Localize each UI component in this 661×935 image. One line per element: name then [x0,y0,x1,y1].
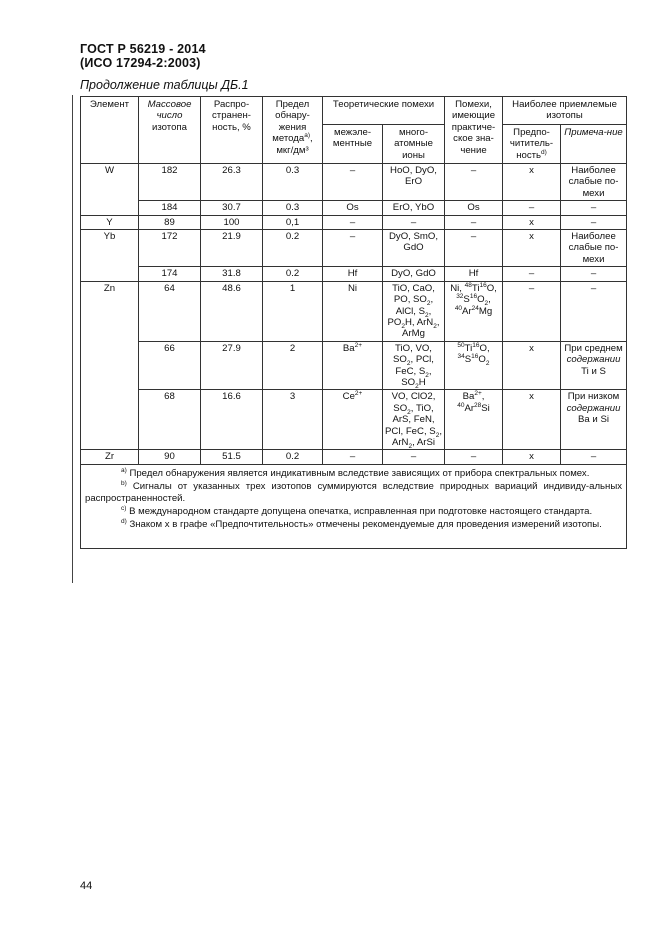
table-row [81,341,627,390]
table-cell: Yb [81,230,139,267]
table-cell: – [383,215,445,229]
table-cell: DyO, GdO [383,267,445,281]
col-best: Наиболее приемлемые изотопы [503,97,627,125]
table-cell: x [503,164,561,201]
table-cell: 16.6 [201,390,263,450]
table-cell: – [323,215,383,229]
table-cell: 26.3 [201,164,263,201]
table-cell: 68 [139,390,201,450]
zn66-polyatomic: TiO, VO, $SO_2$, PCl, FeC, $S_2$, $SO_2H$ [383,341,445,390]
table-row [81,215,627,229]
col-note: Примеча-ние [561,124,627,163]
table-cell: 2 [263,341,323,390]
col-polyatomic: много-атомные ионы [383,124,445,163]
table-cell [81,201,139,215]
table-cell: 0,1 [263,215,323,229]
table-cell: x [503,341,561,390]
table-cell: – [323,230,383,267]
col-abundance: Распро-странен-ность, % [201,97,263,164]
table-cell: 31.8 [201,267,263,281]
table-cell: x [503,230,561,267]
table-cell: Наиболее слабые по-мехи [561,230,627,267]
table-cell: – [503,281,561,341]
table-cell: 172 [139,230,201,267]
table-row [81,267,627,281]
col-preference: Предпо-чититель-ность$^{d)}$ [503,124,561,163]
table-cell: ErO, YbO [383,201,445,215]
header-row-1 [81,97,627,125]
table-cell: 66 [139,341,201,390]
table-cell: DyO, SmO, GdO [383,230,445,267]
table-cell: 21.9 [201,230,263,267]
zn64-polyatomic: TiO, CaO, PO, $SO_2$, AlCl, $S_2$, $PO_2H$, ArN$_2$, ArMg [383,281,445,341]
table-cell [81,341,139,390]
zn66-interelement: $Ba^{2+}$ [323,341,383,390]
footnote-d: $^{d)}$ Знаком x в графе «Предпочтительность» отмечены рекомендуемые для проведения измерений изотопы. [121,517,602,530]
footnote-c: $^{c)}$ В международном стандарте допущена опечатка, исправленная при подготовке настоящего стандарта. [121,504,593,517]
table-row [81,201,627,215]
table-cell: – [445,230,503,267]
table-row [81,450,627,464]
table-cell: 51.5 [201,450,263,464]
table-cell: 90 [139,450,201,464]
zn68-note: При низком содержании Ba и Si [561,390,627,450]
table-cell: – [503,201,561,215]
table-cell: 100 [201,215,263,229]
standard-number: ГОСТ Р 56219 - 2014 [80,42,206,56]
footnote-a: $^{a)}$ Предел обнаружения является индикативным вследствие зависящих от прибора спектральных помех. [121,466,590,479]
table-cell: Наиболее слабые по-мехи [561,164,627,201]
page-number: 44 [80,880,93,892]
table-cell [81,390,139,450]
table-cell: – [561,450,627,464]
table-cell: 48.6 [201,281,263,341]
table-cell: – [323,450,383,464]
footnote-b: $^{b)}$ Сигналы от указанных трех изотопов суммируются вследствие природных вариаций индивиду-альных распространенностей. [85,479,623,504]
table-cell: 27.9 [201,341,263,390]
table-cell: 182 [139,164,201,201]
table-cell [81,267,139,281]
zn68-interelement: $Ce^{2+}$ [323,390,383,450]
table-cell: – [503,267,561,281]
table-cell: – [561,215,627,229]
table-cell: HoO, DyO, ErO [383,164,445,201]
col-theoretical: Теоретические помехи [323,97,445,125]
footnotes-row [81,464,627,548]
table-cell: 174 [139,267,201,281]
table-cell: – [323,164,383,201]
table-row [81,230,627,267]
zn66-practical: $^{50}$Ti$^{16}$O, $^{34}S^{16}O_2$ [445,341,503,390]
table-row [81,281,627,341]
zn64-practical: Ni, $^{48}$Ti$^{16}$O, $^{32}S^{16}O_2$, $^{40}$Ar$^{24}$Mg [445,281,503,341]
table-cell: 3 [263,390,323,450]
table-row [81,390,627,450]
col-limit: Предел обнару-жения метода$^{a)}$, мкг/дм³ [263,97,323,164]
zn68-practical: $Ba^{2+}$, $^{40}$Ar$^{28}$Si [445,390,503,450]
table-cell: – [445,450,503,464]
table-caption: Продолжение таблицы ДБ.1 [80,78,249,92]
table-cell: – [561,267,627,281]
iso-reference: (ИСО 17294-2:2003) [80,56,201,70]
table-cell: 30.7 [201,201,263,215]
table-cell: 64 [139,281,201,341]
table-cell: Ni [323,281,383,341]
table-cell: – [561,281,627,341]
table-cell: 184 [139,201,201,215]
table-cell: Os [445,201,503,215]
table-cell: – [561,201,627,215]
table-cell: x [503,215,561,229]
footnotes [81,464,627,548]
table-cell: 1 [263,281,323,341]
zn68-polyatomic: VO, ClO2, $SO_2$, TiO, ArS, FeN, PCl, FeC, $S_2$, ArN$_2$, ArSi [383,390,445,450]
table-cell: Hf [445,267,503,281]
col-interelement: межэле-ментные [323,124,383,163]
table-cell: Zr [81,450,139,464]
table-cell: Y [81,215,139,229]
table-cell: 0.2 [263,230,323,267]
table-cell: Hf [323,267,383,281]
table-cell: – [383,450,445,464]
table-cell: 0.2 [263,450,323,464]
zn66-note: При среднем содержании Ti и S [561,341,627,390]
margin-line [72,95,73,583]
table-row [81,164,627,201]
table-cell: – [445,215,503,229]
table-cell: 0.3 [263,201,323,215]
col-element: Элемент [81,97,139,164]
col-practical: Помехи, имеющие практиче-ское зна-чение [445,97,503,164]
table-cell: Os [323,201,383,215]
col-mass: Массовое число изотопа [139,97,201,164]
table-cell: W [81,164,139,201]
table-cell: x [503,450,561,464]
table-cell: Zn [81,281,139,341]
table-cell: x [503,390,561,450]
table-cell: 0.3 [263,164,323,201]
table-cell: 89 [139,215,201,229]
isotope-table [80,96,627,549]
table-cell: 0.2 [263,267,323,281]
table-cell: – [445,164,503,201]
document-header [80,42,206,70]
